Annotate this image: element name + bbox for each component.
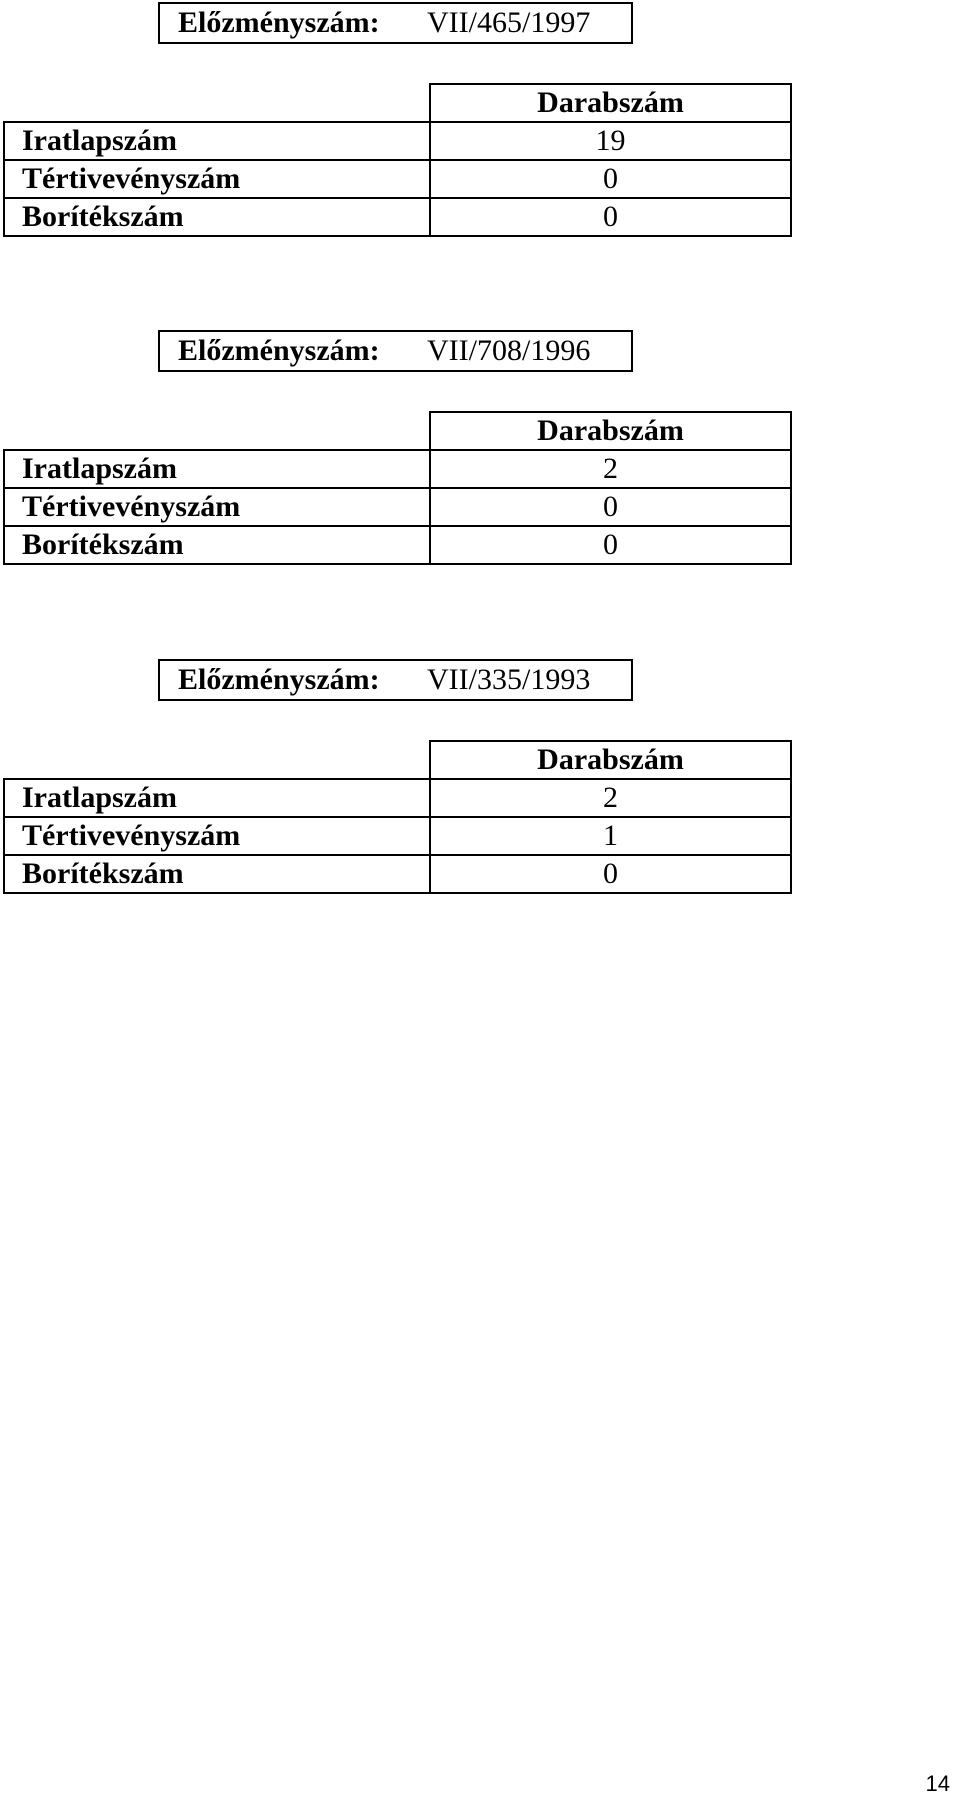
column-header: Darabszám (430, 84, 791, 122)
row-value: 0 (430, 855, 791, 893)
reference-box (158, 2, 633, 44)
table-row (4, 817, 791, 855)
table-row (4, 450, 791, 488)
count-table (3, 740, 792, 894)
row-value: 0 (430, 160, 791, 198)
header-empty-cell (4, 412, 430, 450)
reference-label: Előzményszám: (178, 334, 380, 367)
row-value: 1 (430, 817, 791, 855)
table-header-row (4, 412, 791, 450)
page-number: 14 (925, 1771, 950, 1796)
row-label: Tértivevényszám (4, 817, 430, 855)
row-value: 2 (430, 779, 791, 817)
table-row (4, 526, 791, 564)
reference-value: VII/335/1993 (427, 663, 591, 696)
table-row (4, 160, 791, 198)
table-row (4, 488, 791, 526)
row-value: 19 (430, 122, 791, 160)
table-row (4, 855, 791, 893)
count-table (3, 411, 792, 565)
row-value: 0 (430, 526, 791, 564)
row-value: 0 (430, 198, 791, 236)
table-row (4, 198, 791, 236)
row-label: Iratlapszám (4, 779, 430, 817)
reference-value: VII/708/1996 (427, 334, 591, 367)
header-empty-cell (4, 741, 430, 779)
table-row (4, 122, 791, 160)
reference-label: Előzményszám: (178, 6, 380, 39)
row-label: Tértivevényszám (4, 488, 430, 526)
row-value: 2 (430, 450, 791, 488)
row-value: 0 (430, 488, 791, 526)
row-label: Borítékszám (4, 526, 430, 564)
count-table (3, 83, 792, 237)
reference-box (158, 330, 633, 372)
row-label: Tértivevényszám (4, 160, 430, 198)
header-empty-cell (4, 84, 430, 122)
column-header: Darabszám (430, 412, 791, 450)
column-header: Darabszám (430, 741, 791, 779)
row-label: Borítékszám (4, 855, 430, 893)
reference-value: VII/465/1997 (427, 6, 591, 39)
reference-box (158, 659, 633, 701)
row-label: Borítékszám (4, 198, 430, 236)
reference-label: Előzményszám: (178, 663, 380, 696)
table-header-row (4, 741, 791, 779)
row-label: Iratlapszám (4, 450, 430, 488)
table-row (4, 779, 791, 817)
table-header-row (4, 84, 791, 122)
row-label: Iratlapszám (4, 122, 430, 160)
